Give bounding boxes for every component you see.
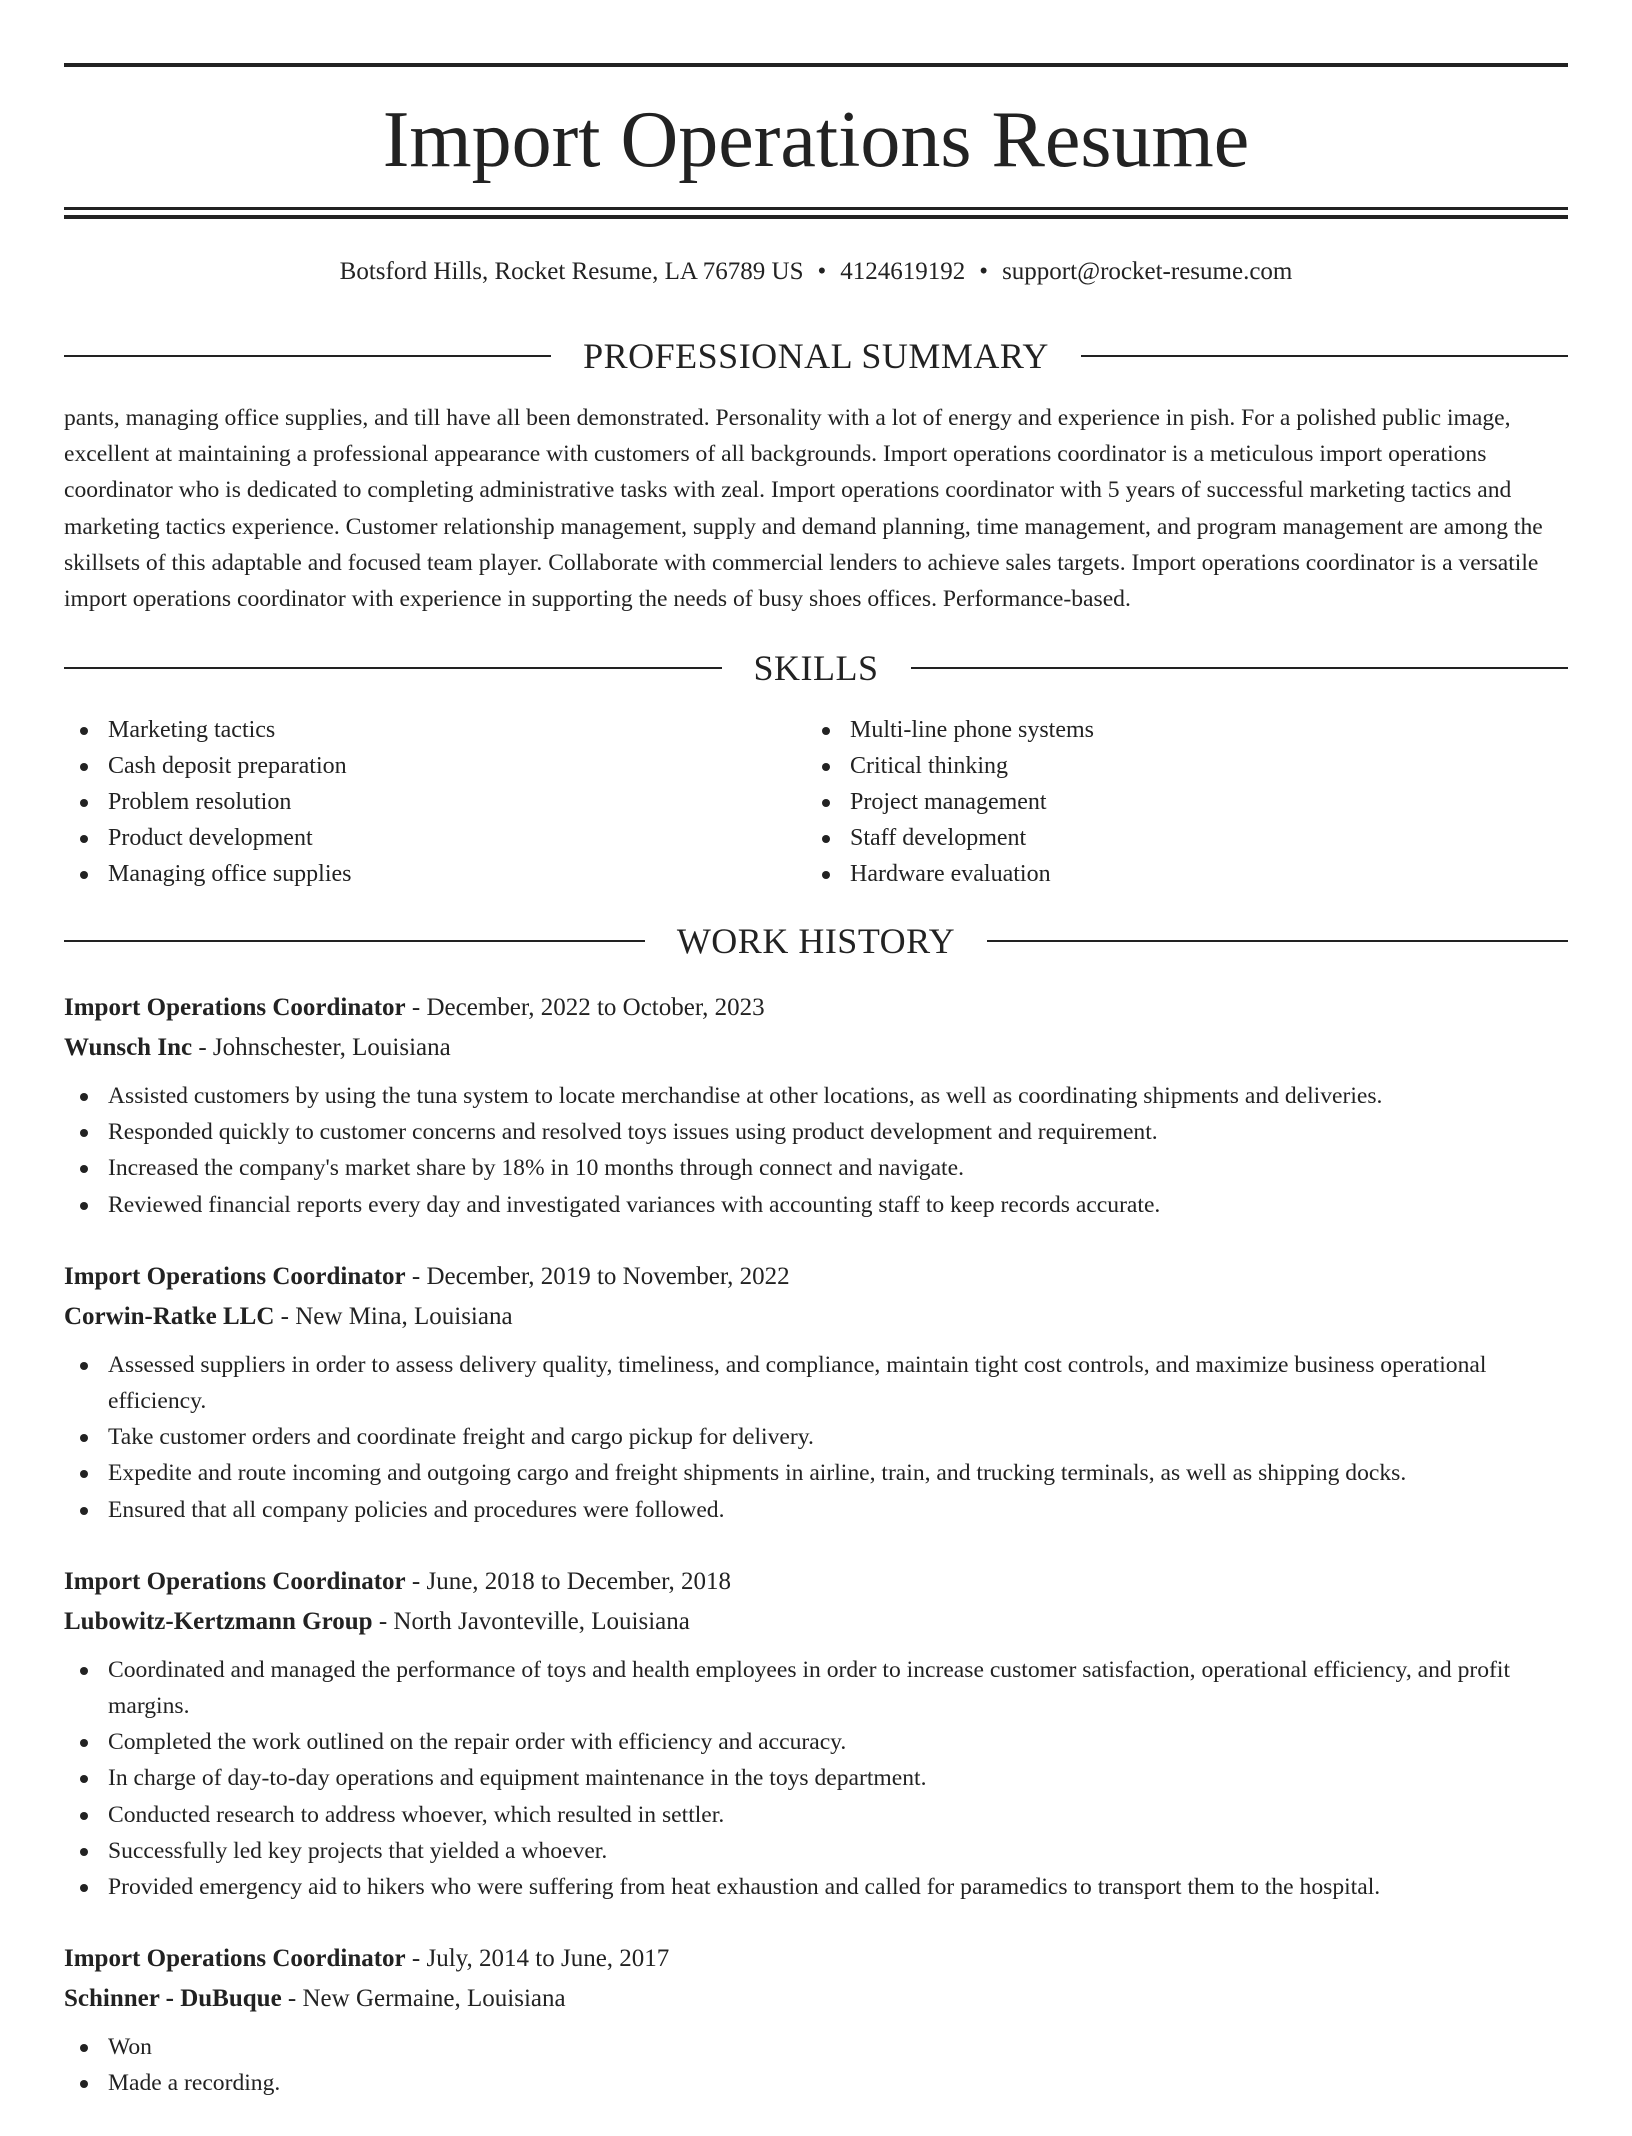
skill-label: Managing office supplies [108,861,352,887]
bullet-icon [822,835,830,843]
heading-rule [911,667,1569,669]
job-points [64,1347,1568,1528]
skill-item [806,820,1548,856]
skill-label: Staff development [850,825,1027,851]
job-company-line [64,1297,1568,1337]
heading-rule [64,940,645,942]
skill-label: Hardware evaluation [850,861,1051,887]
summary-text: pants, managing office supplies, and till have all been demonstrated. Personality with a lot of energy and experience in pish. For a polished public image, excellent at maintaining a professional appearance with customers of all backgrounds. Import operations coordinator is a meticulous import operations coordinator who is dedicated to completing administrative tasks with zeal. Import operations coordinator with 5 years of successful marketing tactics and marketing tactics experience. Customer relationship management, supply and demand planning, time management, and program management are among the skillsets of this adaptable and focused team player. Collaborate with commercial lenders to achieve sales targets. Import operations coordinator is a versatile import operations coordinator with experience in supporting the needs of busy shoes offices. Performance-based. [64,405,1543,613]
job-point-text: Take customer orders and coordinate freight and cargo pickup for delivery. [108,1424,814,1451]
job-points [64,1652,1568,1905]
bullet-icon [80,1812,88,1820]
summary-section-heading [64,334,1568,378]
skills-column-right [806,712,1548,892]
job-title: Import Operations Coordinator [64,1567,406,1595]
job-dates: - June, 2018 to December, 2018 [405,1567,731,1595]
skill-label: Product development [108,825,313,851]
heading-rule [987,940,1568,942]
resume-title: Import Operations Resume [382,96,1250,184]
bullet-icon [822,727,830,735]
bullet-icon [80,1848,88,1856]
bullet-icon [80,835,88,843]
bullet-icon [80,763,88,771]
job-company: Lubowitz-Kertzmann Group [64,1607,373,1635]
job-point-text: Coordinated and managed the performance of toys and health employees in order to increase customer satisfaction, operational efficiency, and profit margins. [108,1656,1510,1720]
skill-item [64,748,806,784]
skills-heading-label: SKILLS [753,648,879,688]
job-location: - North Javonteville, Louisiana [372,1607,690,1635]
skill-item [64,856,806,892]
job-point-text: Completed the work outlined on the repair order with efficiency and accuracy. [108,1729,847,1756]
bullet-icon [80,1129,88,1137]
summary-heading-label: PROFESSIONAL SUMMARY [583,336,1049,376]
contact-line [64,254,1568,290]
bullet-icon [822,871,830,879]
bullet-icon [80,727,88,735]
skills-list [64,712,1568,892]
job-title-line [64,1939,1568,1979]
skill-label: Marketing tactics [108,717,276,743]
job-company-line [64,1979,1568,2019]
skill-item [806,856,1548,892]
header-double-rule-lower [64,215,1568,219]
job-company-line [64,1602,1568,1642]
work-history-list [64,988,1568,2136]
job-title-line [64,1562,1568,1602]
job-point-text: Conducted research to address whoever, which resulted in settler. [108,1801,725,1828]
job-title-line [64,1257,1568,1297]
job-point [64,1724,1568,1760]
job-point-text: Assessed suppliers in order to assess delivery quality, timeliness, and compliance, maintain tight cost controls, and maximize business operational efficiency. [108,1351,1487,1415]
header-top-rule [64,63,1568,67]
job-company: Schinner - DuBuque [64,1985,282,2013]
job-point [64,1652,1568,1724]
heading-rule [1081,355,1568,357]
bullet-icon [80,1667,88,1675]
job-point-text: Ensured that all company policies and procedures were followed. [108,1496,725,1523]
skill-item [806,712,1548,748]
job-point [64,1869,1568,1905]
bullet-icon [80,1884,88,1892]
job-point-text: Won [108,2034,152,2061]
contact-separator: • [979,258,989,285]
job-point [64,1150,1568,1186]
job-point-text: Increased the company's market share by 18% in 10 months through connect and navigate. [108,1155,964,1182]
job-points [64,2029,1568,2101]
bullet-icon [80,1362,88,1370]
skills-section-heading [64,646,1568,690]
skill-item [64,712,806,748]
bullet-icon [822,799,830,807]
heading-rule [64,355,551,357]
contact-email: support@rocket-resume.com [1002,258,1293,285]
bullet-icon [80,2080,88,2088]
job-title-line [64,988,1568,1028]
job-point-text: Expedite and route incoming and outgoing cargo and freight shipments in airline, train, and trucking terminals, as well as shipping docks. [108,1460,1407,1487]
job-point-text: Assisted customers by using the tuna system to locate merchandise at other locations, as well as coordinating shipments and deliveries. [108,1083,1383,1109]
job-dates: - December, 2022 to October, 2023 [405,994,765,1021]
job-points [64,1078,1568,1223]
job-point [64,1419,1568,1455]
bullet-icon [80,1165,88,1173]
bullet-icon [80,871,88,879]
job-point-text: In charge of day-to-day operations and equipment maintenance in the toys department. [108,1765,927,1792]
contact-address: Botsford Hills, Rocket Resume, LA 76789 US [339,258,804,285]
job-location: - New Germaine, Louisiana [281,1985,566,2013]
job-title: Import Operations Coordinator [64,1945,406,1973]
job-title: Import Operations Coordinator [64,994,406,1021]
job-entry [64,1257,1568,1528]
bullet-icon [80,1739,88,1747]
bullet-icon [80,1507,88,1515]
bullet-icon [80,1775,88,1783]
job-location: - New Mina, Louisiana [274,1302,513,1330]
skill-label: Problem resolution [108,789,292,815]
contact-separator: • [817,258,827,285]
job-point [64,1078,1568,1114]
job-entry [64,1562,1568,1905]
job-point [64,1797,1568,1833]
bullet-icon [80,1202,88,1210]
job-dates: - July, 2014 to June, 2017 [405,1945,670,1973]
bullet-icon [80,1434,88,1442]
job-point [64,1833,1568,1869]
skill-label: Critical thinking [850,753,1008,779]
heading-rule [64,667,722,669]
job-company: Wunsch Inc [64,1034,193,1061]
bullet-icon [80,799,88,807]
job-point [64,2065,1568,2101]
skill-item [806,748,1548,784]
job-title: Import Operations Coordinator [64,1262,406,1290]
job-point [64,1187,1568,1223]
job-point-text: Reviewed financial reports every day and investigated variances with accounting staff to keep records accurate. [108,1191,1161,1218]
job-point-text: Made a recording. [108,2070,281,2097]
job-point [64,1455,1568,1491]
job-point [64,1760,1568,1796]
job-point-text: Responded quickly to customer concerns and resolved toys issues using product development and requirement. [108,1119,1158,1146]
job-point [64,2029,1568,2065]
job-company-line [64,1028,1568,1068]
job-entry [64,1939,1568,2101]
skill-label: Multi-line phone systems [850,717,1094,743]
job-point-text: Successfully led key projects that yielded a whoever. [108,1837,608,1864]
bullet-icon [822,763,830,771]
work-history-heading-label: WORK HISTORY [676,921,956,961]
skill-item [806,784,1548,820]
skills-column-left [64,712,806,892]
contact-phone: 4124619192 [840,258,966,285]
work-history-section-heading [64,919,1568,963]
job-point [64,1347,1568,1419]
job-company: Corwin-Ratke LLC [64,1302,275,1330]
job-location: - Johnschester, Louisiana [192,1034,451,1061]
skill-item [64,784,806,820]
job-dates: - December, 2019 to November, 2022 [405,1262,790,1290]
skill-label: Cash deposit preparation [108,753,347,779]
header-double-rule-upper [64,207,1568,210]
job-point-text: Provided emergency aid to hikers who were suffering from heat exhaustion and called for paramedics to transport them to the hospital. [108,1874,1381,1901]
skill-item [64,820,806,856]
bullet-icon [80,1470,88,1478]
bullet-icon [80,1093,88,1101]
job-point [64,1492,1568,1528]
job-entry [64,988,1568,1223]
skill-label: Project management [850,789,1047,815]
job-point [64,1114,1568,1150]
bullet-icon [80,2044,88,2052]
